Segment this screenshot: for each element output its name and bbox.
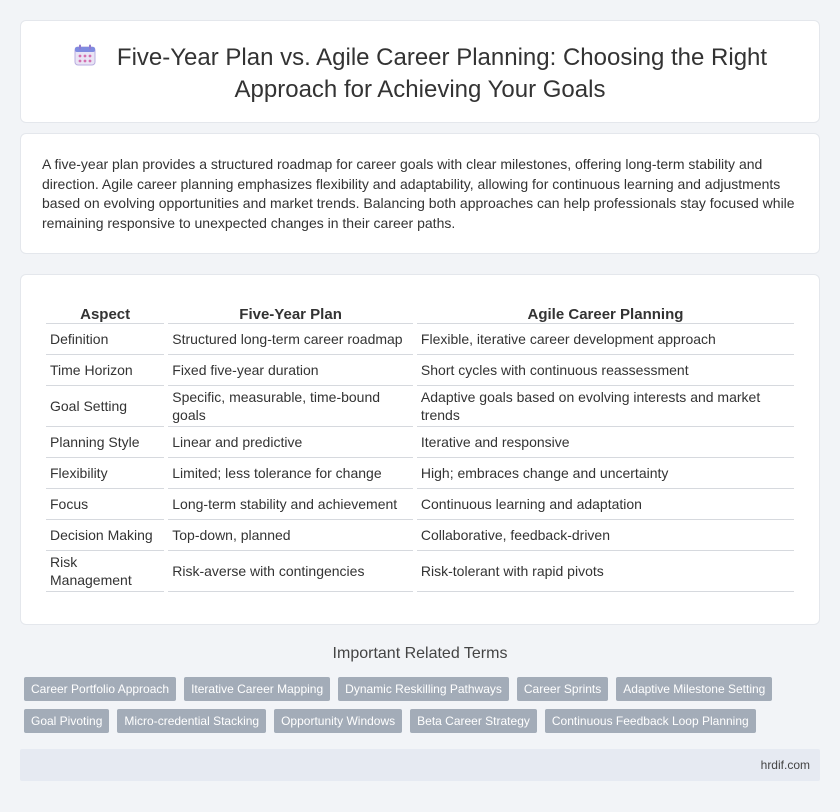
cell-agile: High; embraces change and uncertainty [417,458,794,489]
related-terms-tags [24,677,814,741]
table-row [46,551,794,592]
cell-agile: Iterative and responsive [417,427,794,458]
title-card [20,20,820,123]
related-terms-title: Important Related Terms [332,645,508,662]
cell-aspect: Planning Style [46,427,164,458]
cell-aspect: Goal Setting [46,386,164,427]
cell-five-year: Fixed five-year duration [168,355,413,386]
table-row [46,355,794,386]
tag-row [24,677,814,701]
table-row [46,489,794,520]
cell-five-year: Linear and predictive [168,427,413,458]
tag-beta-career-strategy[interactable]: Beta Career Strategy [410,709,537,733]
cell-agile: Continuous learning and adaptation [417,489,794,520]
cell-aspect: Decision Making [46,520,164,551]
table-row [46,386,794,427]
comparison-table [42,295,798,592]
tag-iterative-career-mapping[interactable]: Iterative Career Mapping [184,677,330,701]
tag-career-sprints[interactable]: Career Sprints [517,677,608,701]
header-aspect: Aspect [46,295,164,324]
tag-row [24,709,814,733]
tag-career-portfolio-approach[interactable]: Career Portfolio Approach [24,677,176,701]
table-row [46,427,794,458]
cell-agile: Flexible, iterative career development approach [417,324,794,355]
tag-opportunity-windows[interactable]: Opportunity Windows [274,709,402,733]
tag-continuous-feedback-loop-planning[interactable]: Continuous Feedback Loop Planning [545,709,756,733]
cell-aspect: Flexibility [46,458,164,489]
calendar-icon [73,43,97,75]
comparison-card [20,274,820,625]
cell-aspect: Focus [46,489,164,520]
cell-aspect: Risk Management [46,551,164,592]
cell-five-year: Specific, measurable, time-bound goals [168,386,413,427]
cell-aspect: Time Horizon [46,355,164,386]
page-title [21,43,819,105]
cell-agile: Collaborative, feedback-driven [417,520,794,551]
table-row [46,458,794,489]
intro-card [20,133,820,254]
tag-micro-credential-stacking[interactable]: Micro-credential Stacking [117,709,266,733]
tag-goal-pivoting[interactable]: Goal Pivoting [24,709,109,733]
header-agile-career-planning: Agile Career Planning [417,295,794,324]
table-row [46,324,794,355]
cell-agile: Adaptive goals based on evolving interests and market trends [417,386,794,427]
tag-dynamic-reskilling-pathways[interactable]: Dynamic Reskilling Pathways [338,677,509,701]
tag-adaptive-milestone-setting[interactable]: Adaptive Milestone Setting [616,677,772,701]
cell-aspect: Definition [46,324,164,355]
cell-five-year: Long-term stability and achievement [168,489,413,520]
cell-five-year: Limited; less tolerance for change [168,458,413,489]
footer-site-link[interactable]: hrdif.com [760,758,810,772]
cell-five-year: Top-down, planned [168,520,413,551]
cell-agile: Risk-tolerant with rapid pivots [417,551,794,592]
cell-five-year: Risk-averse with contingencies [168,551,413,592]
header-five-year-plan: Five-Year Plan [168,295,413,324]
table-header-row [46,295,794,324]
footer [20,749,820,781]
cell-five-year: Structured long-term career roadmap [168,324,413,355]
cell-agile: Short cycles with continuous reassessment [417,355,794,386]
table-row [46,520,794,551]
intro-paragraph: A five-year plan provides a structured roadmap for career goals with clear milestones, offering long-term stability and direction. Agile career planning emphasizes flexibility and adaptability, allowing for continuous learning and adjustments based on evolving opportunities and market trends. Balancing both approaches can help professionals stay focused while remaining responsive to unexpected changes in their career paths. [42,156,795,231]
page-title-text: Five-Year Plan vs. Agile Career Planning: Choosing the Right Approach for Achieving Your Goals [116,44,768,103]
